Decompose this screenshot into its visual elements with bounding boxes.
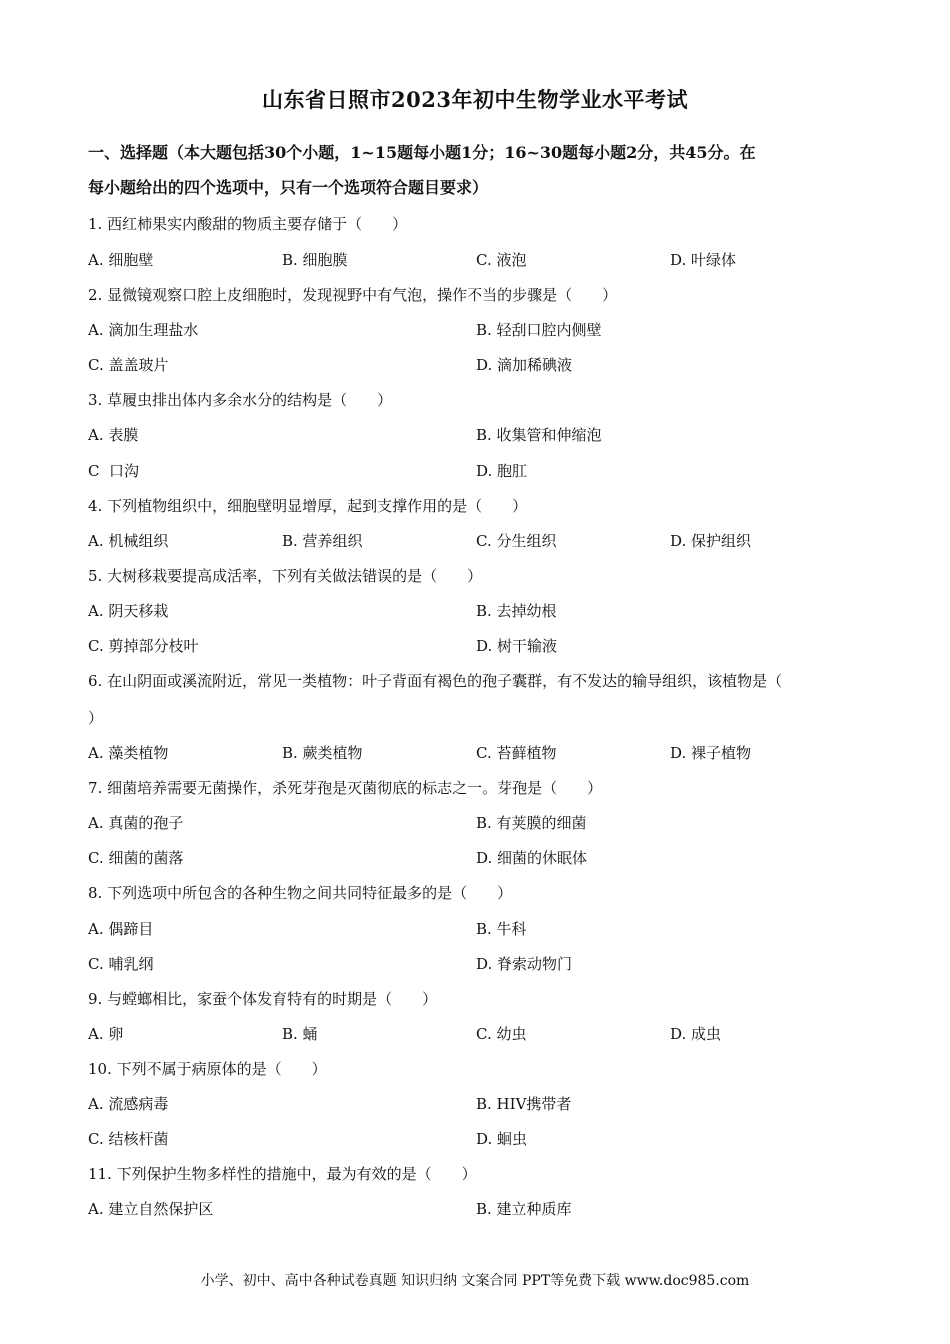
question-stem: 10. 下列不属于病原体的是（ ） bbox=[88, 1060, 327, 1078]
option-b: B. 建立种质库 bbox=[476, 1200, 572, 1218]
option-b: B. HIV携带者 bbox=[476, 1095, 572, 1113]
options-row bbox=[88, 919, 888, 939]
option-c: C 口沟 bbox=[88, 462, 140, 480]
options-row bbox=[88, 355, 888, 375]
options-row bbox=[88, 320, 888, 340]
option-d: D. 细菌的休眠体 bbox=[476, 849, 588, 867]
option-b: B. 蛹 bbox=[282, 1025, 318, 1043]
option-d: D. 滴加稀碘液 bbox=[476, 356, 573, 374]
option-b: B. 牛科 bbox=[476, 920, 527, 938]
options-row bbox=[88, 425, 888, 445]
option-c: C. 剪掉部分枝叶 bbox=[88, 637, 199, 655]
question-stem: 11. 下列保护生物多样性的措施中，最为有效的是（ ） bbox=[88, 1165, 477, 1183]
option-b: B. 蕨类植物 bbox=[282, 744, 363, 762]
option-a: A. 真菌的孢子 bbox=[88, 814, 184, 832]
option-d: D. 叶绿体 bbox=[670, 251, 737, 269]
option-a: A. 偶蹄目 bbox=[88, 920, 154, 938]
option-a: A. 细胞壁 bbox=[88, 251, 154, 269]
question-stem: 1. 西红柿果实内酸甜的物质主要存储于（ ） bbox=[88, 215, 408, 233]
option-b: B. 营养组织 bbox=[282, 532, 363, 550]
option-a: A. 滴加生理盐水 bbox=[88, 321, 199, 339]
option-c: C. 细菌的菌落 bbox=[88, 849, 184, 867]
option-d: D. 树干输液 bbox=[476, 637, 558, 655]
options-row bbox=[88, 813, 888, 833]
question-stem: 7. 细菌培养需要无菌操作，杀死芽孢是灭菌彻底的标志之一。芽孢是（ ） bbox=[88, 779, 603, 797]
options-row bbox=[88, 636, 888, 656]
options-row bbox=[88, 601, 888, 621]
question-stem: 2. 显微镜观察口腔上皮细胞时，发现视野中有气泡，操作不当的步骤是（ ） bbox=[88, 286, 618, 304]
options-row bbox=[88, 848, 888, 868]
options-row bbox=[88, 1199, 888, 1219]
option-b: B. 有荚膜的细菌 bbox=[476, 814, 587, 832]
option-d: D. 成虫 bbox=[670, 1025, 722, 1043]
option-c: C. 结核杆菌 bbox=[88, 1130, 169, 1148]
options-row bbox=[88, 1129, 888, 1149]
option-c: C. 哺乳纲 bbox=[88, 955, 154, 973]
option-a: A. 建立自然保护区 bbox=[88, 1200, 214, 1218]
options-row bbox=[88, 250, 888, 270]
option-d: D. 保护组织 bbox=[670, 532, 752, 550]
options-row bbox=[88, 1024, 888, 1044]
option-d: D. 胞肛 bbox=[476, 462, 528, 480]
options-row bbox=[88, 954, 888, 974]
option-b: B. 轻刮口腔内侧壁 bbox=[476, 321, 602, 339]
section-heading-line2: 每小题给出的四个选项中，只有一个选项符合题目要求） bbox=[88, 178, 489, 197]
option-d: D. 脊索动物门 bbox=[476, 955, 573, 973]
option-c: C. 苔藓植物 bbox=[476, 744, 557, 762]
option-c: C. 分生组织 bbox=[476, 532, 557, 550]
options-row bbox=[88, 461, 888, 481]
options-row bbox=[88, 1094, 888, 1114]
option-d: D. 裸子植物 bbox=[670, 744, 752, 762]
option-c: C. 幼虫 bbox=[476, 1025, 527, 1043]
question-stem: 6. 在山阴面或溪流附近，常见一类植物：叶子背面有褐色的孢子囊群，有不发达的输导组织，该植物是（ bbox=[88, 672, 783, 690]
page-title: 山东省日照市2023年初中生物学业水平考试 bbox=[262, 87, 688, 112]
option-c: C. 液泡 bbox=[476, 251, 527, 269]
question-stem: 3. 草履虫排出体内多余水分的结构是（ ） bbox=[88, 391, 393, 409]
option-b: B. 去掉幼根 bbox=[476, 602, 557, 620]
question-stem: 4. 下列植物组织中，细胞壁明显增厚，起到支撑作用的是（ ） bbox=[88, 497, 528, 515]
option-a: A. 藻类植物 bbox=[88, 744, 169, 762]
question-stem: 8. 下列选项中所包含的各种生物之间共同特征最多的是（ ） bbox=[88, 884, 513, 902]
question-stem: 5. 大树移栽要提高成活率，下列有关做法错误的是（ ） bbox=[88, 567, 483, 585]
options-row bbox=[88, 531, 888, 551]
question-stem-continuation: ） bbox=[88, 709, 104, 727]
option-a: A. 表膜 bbox=[88, 426, 139, 444]
option-c: C. 盖盖玻片 bbox=[88, 356, 169, 374]
option-b: B. 收集管和伸缩泡 bbox=[476, 426, 602, 444]
question-stem: 9. 与螳螂相比，家蚕个体发育特有的时期是（ ） bbox=[88, 990, 438, 1008]
section-heading-line1: 一、选择题（本大题包括30个小题，1~15题每小题1分；16~30题每小题2分，共45分。在 bbox=[88, 143, 756, 162]
options-row bbox=[88, 743, 888, 763]
option-a: A. 阴天移栽 bbox=[88, 602, 169, 620]
option-a: A. 流感病毒 bbox=[88, 1095, 169, 1113]
option-a: A. 机械组织 bbox=[88, 532, 169, 550]
page-footer: 小学、初中、高中各种试卷真题 知识归纳 文案合同 PPT等免费下载 www.doc985.com bbox=[200, 1273, 750, 1289]
option-b: B. 细胞膜 bbox=[282, 251, 348, 269]
option-d: D. 蛔虫 bbox=[476, 1130, 528, 1148]
option-a: A. 卵 bbox=[88, 1025, 124, 1043]
